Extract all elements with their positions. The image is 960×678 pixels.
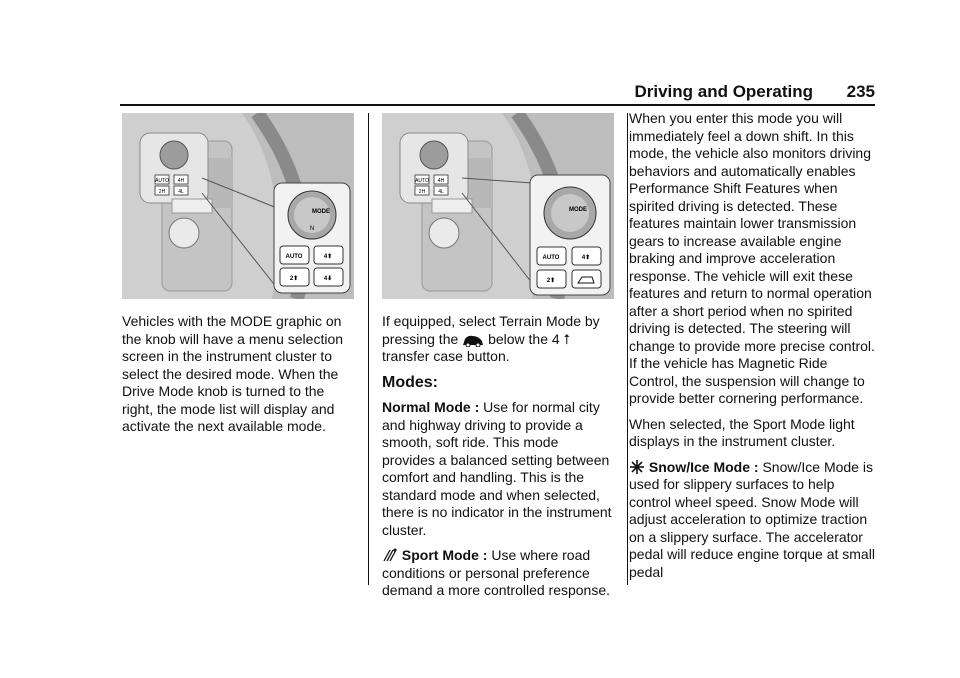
button-auto-label: AUTO bbox=[285, 254, 303, 260]
column-divider-1 bbox=[368, 113, 369, 585]
button-4down-label: 4⬇ bbox=[323, 276, 333, 282]
terrain-paragraph bbox=[382, 313, 614, 366]
drive-mode-figure-1 bbox=[122, 113, 354, 299]
knob-mode-label: MODE bbox=[312, 209, 330, 215]
button-4up-label: 4⬆ bbox=[323, 254, 333, 260]
knob-n-label: N bbox=[309, 226, 315, 232]
page-header bbox=[120, 82, 875, 106]
section-title: Driving and Operating bbox=[634, 82, 813, 101]
snow-mode-text: Snow/Ice Mode is used for slippery surfaces to help control wheel speed. Snow Mode will adjust acceleration to optimize traction on a slippery surface. The accelerator pedal will reduce engine torque at small pedal bbox=[629, 458, 875, 580]
column-3 bbox=[629, 110, 877, 589]
switch-label-2h: 2H bbox=[158, 189, 166, 195]
button-4up-label: 4⬆ bbox=[581, 255, 591, 261]
column-divider-2 bbox=[627, 113, 628, 585]
normal-mode-paragraph bbox=[382, 399, 614, 539]
page-number: 235 bbox=[846, 82, 875, 101]
terrain-mode-knob-illustration bbox=[382, 113, 614, 299]
switch-label-4l: 4L bbox=[438, 189, 444, 195]
switch-label-auto: AUTO bbox=[155, 178, 169, 184]
switch-label-auto: AUTO bbox=[415, 178, 429, 184]
switch-label-4h: 4H bbox=[437, 178, 445, 184]
normal-mode-text: Use for normal city and highway driving to provide a smooth, soft ride. This mode provides a balanced setting between comfort and handling. This is the standard mode and when selected, there is no indicator in the instrument cluster. bbox=[382, 399, 612, 538]
col3-paragraph-1: When you enter this mode you will immediately feel a down shift. In this mode, the vehicle also monitors driving behaviors and automatically enables Performance Shift Features when spirited driving is detected. These features maintain lower transmission gears to increase available engine braking and improve acceleration response. The vehicle will exit these features and return to normal operation after a short period when no spirited driving is detected. The steering will change to provide more precise control. If the vehicle has Magnetic Ride Control, the suspension will change to provide better cornering performance. bbox=[629, 110, 875, 406]
terrain-text-b: below the 4 bbox=[488, 330, 560, 347]
terrain-text-c: transfer case button. bbox=[382, 348, 510, 364]
modes-heading: Modes: bbox=[382, 373, 438, 391]
terrain-mode-icon bbox=[462, 333, 484, 347]
terrain-text-a: If equipped, select Terrain Mode by pressing the bbox=[382, 313, 600, 347]
sport-mode-paragraph bbox=[382, 547, 614, 600]
sport-mode-icon bbox=[382, 547, 398, 563]
col3-paragraph-2: When selected, the Sport Mode light displays in the instrument cluster. bbox=[629, 415, 855, 449]
snowflake-icon bbox=[629, 459, 645, 475]
col1-paragraph-1: Vehicles with the MODE graphic on the knob will have a menu selection screen in the instrument cluster to select the desired mode. When the Drive Mode knob is turned to the right, the mode list will display and activate the next available mode. bbox=[122, 313, 344, 434]
column-1 bbox=[122, 113, 354, 444]
drive-mode-knob-illustration bbox=[122, 113, 354, 299]
normal-mode-term: Normal Mode : bbox=[382, 399, 480, 415]
column-2 bbox=[382, 113, 614, 608]
button-2up-label: 2⬆ bbox=[289, 276, 299, 282]
switch-label-2h: 2H bbox=[418, 189, 426, 195]
button-2up-label: 2⬆ bbox=[546, 278, 556, 284]
snow-mode-term: Snow/Ice Mode : bbox=[648, 458, 759, 475]
snow-mode-paragraph bbox=[629, 459, 877, 582]
switch-label-4h: 4H bbox=[177, 178, 185, 184]
sport-mode-term: Sport Mode : bbox=[401, 547, 488, 563]
drive-mode-figure-2 bbox=[382, 113, 614, 299]
up-arrow-icon: ⭡ bbox=[563, 330, 571, 347]
switch-label-4l: 4L bbox=[178, 189, 184, 195]
knob-mode-label: MODE bbox=[569, 207, 587, 213]
sport-mode-text: Use where road conditions or personal preference demand a more controlled response. bbox=[382, 547, 611, 598]
button-auto-label: AUTO bbox=[542, 255, 560, 261]
